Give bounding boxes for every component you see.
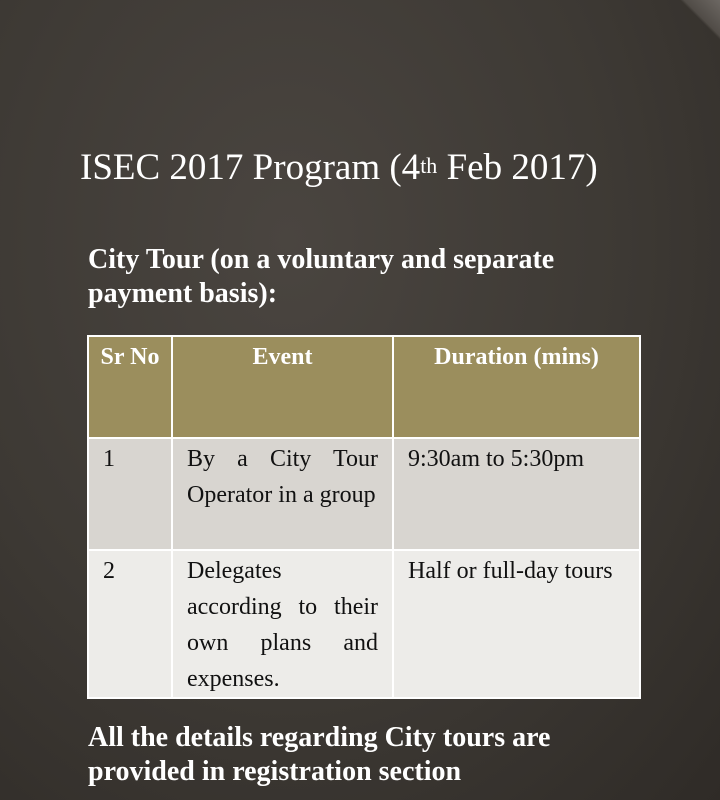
cell-sr: 1 bbox=[88, 438, 172, 550]
cell-duration: 9:30am to 5:30pm bbox=[393, 438, 640, 550]
cell-event: Delegates according to their own plans and expenses. bbox=[172, 550, 393, 698]
slide-title: ISEC 2017 Program (4th Feb 2017) bbox=[80, 147, 598, 188]
footer-note: All the details regarding City tours are provided in registration section bbox=[88, 722, 551, 787]
table-header-row bbox=[88, 336, 640, 438]
header-duration: Duration (mins) bbox=[393, 336, 640, 438]
section-subtitle: City Tour (on a voluntary and separate payment basis): bbox=[88, 244, 555, 309]
header-event: Event bbox=[172, 336, 393, 438]
page-curl-decoration bbox=[680, 0, 720, 40]
header-sr-no: Sr No bbox=[88, 336, 172, 438]
cell-duration: Half or full-day tours bbox=[393, 550, 640, 698]
cell-sr: 2 bbox=[88, 550, 172, 698]
table-row bbox=[88, 438, 640, 550]
cell-event: By a City Tour Operator in a group bbox=[172, 438, 393, 550]
city-tour-table bbox=[87, 335, 641, 699]
table-row bbox=[88, 550, 640, 698]
title-superscript: th bbox=[420, 153, 438, 178]
